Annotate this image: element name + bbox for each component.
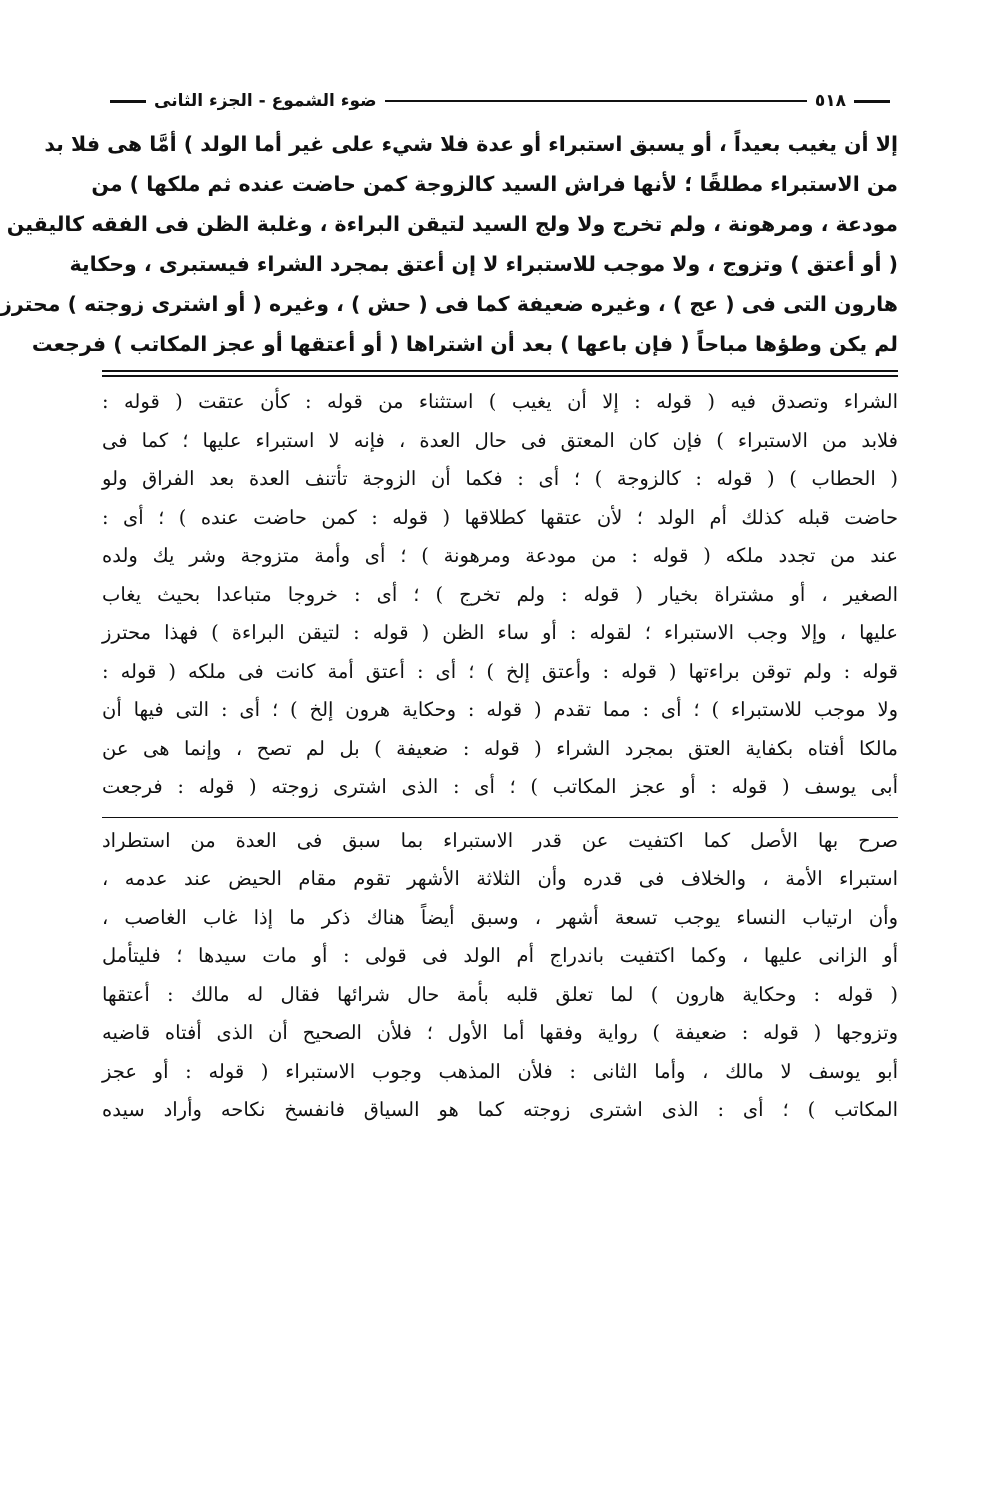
sharh-line: مالكا أفتاه بكفاية العتق بمجرد الشراء ( قوله : ضعيفة ) بل لم تصح ، وإنما هى عن (102, 736, 898, 760)
matn-line: لم يكن وطؤها مباحاً ( فإن باعها ) بعد أن اشتراها ( أو أعتقها أو عجز المكاتب ) فرجعت (31, 332, 898, 356)
sharh-section (102, 383, 898, 807)
hashiya-line: صرح بها الأصل كما اكتفيت عن قدر الاستبراء بما سبق فى العدة من استطراد (102, 828, 898, 852)
header-dash-right (854, 100, 890, 103)
sharh-line: عليها ، وإلا وجب الاستبراء ؛ لقوله : أو ساء الظن ( قوله : لتيقن البراءة ) فهذا محترز (102, 621, 898, 644)
matn-line: إلا أن يغيب بعيداً ، أو يسبق استبراء أو عدة فلا شيء على غير أما الولد ) أمَّا هى فلا بد (44, 132, 898, 156)
matn-line: مودعة ، ومرهونة ، ولم تخرج ولا ولج السيد لتيقن البراءة ، وغلبة الظن فى الفقه كاليقين (6, 212, 898, 236)
sharh-line: أبى يوسف ( قوله : أو عجز المكاتب ) ؛ أى : الذى اشترى زوجته ( قوله : فرجعت (102, 775, 898, 798)
sharh-line: الصغير ، أو مشتراة بخيار ( قوله : ولم تخرج ) ؛ أى : خروجا متباعدا بحيث يغاب (102, 582, 898, 606)
hashiya-line: وأن ارتياب النساء يوجب تسعة أشهر ، وسبق أيضاً هناك ذكر ما إذا غاب الغاصب ، (102, 905, 898, 929)
sharh-line: الشراء وتصدق فيه ( قوله : إلا أن يغيب ) استثناء من قوله : كأن عتقت ( قوله : (102, 390, 898, 413)
page-number: ٥١٨ (814, 91, 846, 111)
sharh-line: فلابد من الاستبراء ) فإن كان المعتق فى حال العدة ، فإنه لا استبراء عليها ؛ كما فى (102, 428, 898, 452)
sharh-line: حاضت قبله كذلك أم الولد ؛ لأن عتقها كطلاقها ( قوله : كمن حاضت عنده ) ؛ أى : (102, 505, 898, 529)
sharh-line: ولا موجب للاستبراء ) ؛ أى : مما تقدم ( قوله : وحكاية هرون إلخ ) ؛ أى : التى فيها أن (102, 698, 898, 721)
header-dash-left (110, 100, 146, 103)
matn-line: ( أو أعتق ) وتزوج ، ولا موجب للاستبراء لا إن أعتق بمجرد الشراء فيستبرى ، وحكاية (69, 252, 898, 276)
running-header (102, 86, 898, 116)
hashiya-line: استبراء الأمة ، والخلاف فى قدره وأن الثلاثة الأشهر تقوم مقام الحيض عند عدمه ، (102, 867, 898, 890)
sharh-line: ( الحطاب ) ( قوله : كالزوجة ) ؛ أى : فكما أن الزوجة تأتنف العدة بعد الفراق ولو (102, 467, 898, 490)
sharh-line: عند من تجدد ملكه ( قوله : من مودعة ومرهونة ) ؛ أى وأمة متزوجة وشر يك ولده (102, 544, 898, 567)
sharh-line: قوله : ولم توقن براءتها ( قوله : وأعتق إلخ ) ؛ أى : أعتق أمة كانت فى ملكه ( قوله : (102, 659, 898, 683)
matn-section (0, 124, 898, 364)
section-divider-double (102, 370, 898, 377)
matn-line: هارون التى فى ( عج ) ، وغيره ضعيفة كما فى ( حش ) ، وغيره ( أو اشترى زوجته ) محترز (0, 292, 898, 316)
matn-line: من الاستبراء مطلقًا ؛ لأنها فراش السيد كالزوجة كمن حاضت عنده ثم ملكها ) من (91, 172, 898, 196)
hashiya-line: وتزوجها ( قوله : ضعيفة ) رواية وفقها أما الأول ؛ فلأن الصحيح أن الذى أفتاه قاضيه (102, 1021, 898, 1044)
header-rule (385, 100, 807, 102)
section-divider-single (102, 817, 898, 818)
hashiya-section (102, 822, 898, 1130)
hashiya-line: المكاتب ) ؛ أى : الذى اشترى زوجته كما هو السياق فانفسخ نكاحه وأراد سيده (102, 1098, 898, 1121)
hashiya-line: ( قوله : وحكاية هارون ) لما تعلق قلبه بأمة حال شرائها فقال له مالك : أعتقها (102, 982, 898, 1006)
hashiya-line: أو الزانى عليها ، وكما اكتفيت باندراج أم الولد فى قولى : أو مات سيدها ؛ فليتأمل (102, 944, 898, 967)
hashiya-line: أبو يوسف لا مالك ، وأما الثانى : فلأن المذهب وجوب الاستبراء ( قوله : أو عجز (102, 1059, 898, 1083)
book-title: ضوء الشموع - الجزء الثانى (154, 91, 377, 111)
